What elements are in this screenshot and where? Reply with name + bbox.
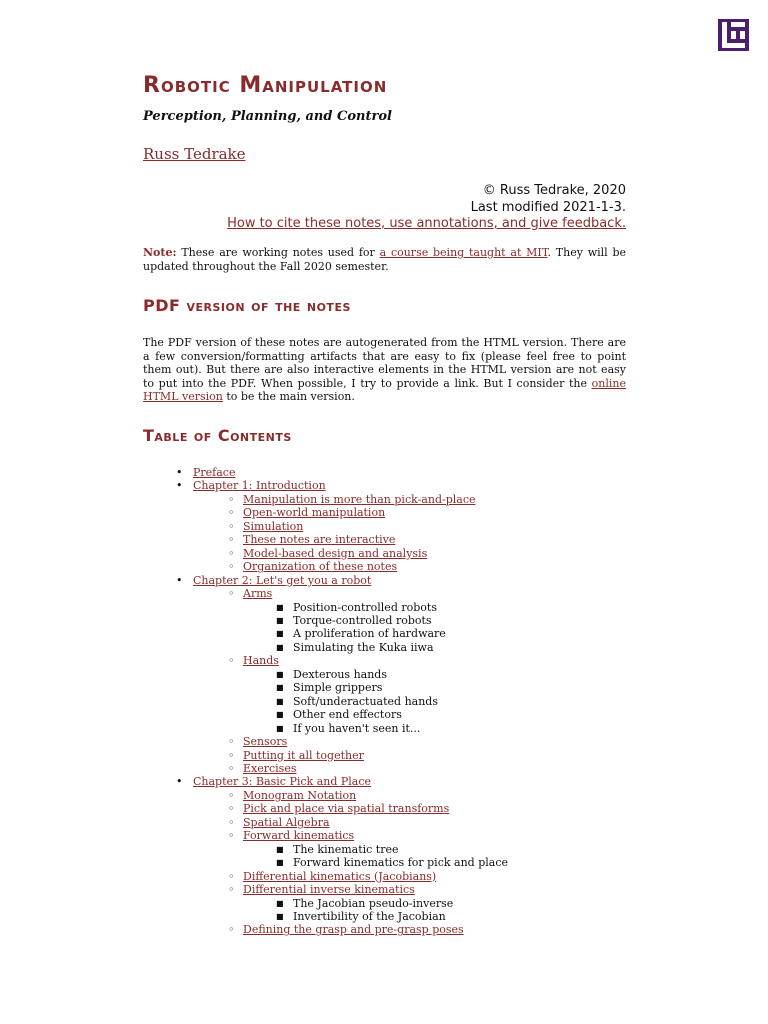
toc-link-arms[interactable]: Arms [243,587,273,601]
toc-link-simulation[interactable]: Simulation [243,519,304,533]
cite-link[interactable]: How to cite these notes, use annotations, and give feedback. [227,216,626,231]
copyright-block [227,183,626,233]
toc-section-item [193,883,626,923]
toc-link-differential-inverse-kinematics[interactable]: Differential inverse kinematics [243,883,415,897]
toc-link-chapter-3-basic-pick-and-place[interactable]: Chapter 3: Basic Pick and Place [193,775,372,789]
toc-subsection-item: ■ Forward kinematics for pick and place [243,856,626,869]
online-html-link[interactable]: online HTML version [143,376,626,403]
course-link[interactable]: a course being taught at MIT [379,246,548,259]
toc-subsection-item: ■ Other end effectors [243,708,626,721]
toc-link-differential-kinematics-jacobians[interactable]: Differential kinematics (Jacobians) [243,869,437,883]
toc-section-item [193,749,626,762]
toc-section-item [193,789,626,802]
toc-link-sensors[interactable]: Sensors [243,735,288,749]
toc-link-organization-of-these-notes[interactable]: Organization of these notes [243,560,398,574]
last-modified-text: Last modified 2021-1-3. [470,199,626,215]
toc-section-item [193,506,626,519]
toc-section-item [193,560,626,573]
pdf-section-heading: PDF version of the notes [143,296,351,315]
toc-section-list [193,493,626,574]
toc-chapter-item [143,479,626,573]
toc-link-forward-kinematics[interactable]: Forward kinematics [243,829,355,843]
toc-link-spatial-algebra[interactable]: Spatial Algebra [243,815,330,829]
toc-chapter-item [143,574,626,776]
pdf-text-before: The PDF version of these notes are autogenerated from the HTML version. There are a few conversion/formatting artifacts that are easy to fix (please feel free to point them out). But there are also interactive elements in the HTML version are not easy to put into the PDF. When possible, I try to provide a link. But I consider the [143,336,626,390]
toc-subsection-item: ■ Simple grippers [243,681,626,694]
toc-section-item [193,520,626,533]
toc-section-item [193,762,626,775]
toc-section-item [193,735,626,748]
toc-section-item [193,802,626,815]
toc-link-manipulation-is-more-than-pick-and-place[interactable]: Manipulation is more than pick-and-place [243,492,476,506]
book-subtitle: Perception, Planning, and Control [143,109,392,124]
toc-chapter-item [143,775,626,936]
toc-link-preface[interactable]: Preface [193,466,236,479]
toc-link-exercises[interactable]: Exercises [243,761,297,775]
toc-section-item [193,493,626,506]
toc-subsection-list [243,668,626,735]
toc-link-these-notes-are-interactive[interactable]: These notes are interactive [243,533,396,547]
toc-section-item [193,816,626,829]
toc-subsection-list [243,897,626,924]
toc-link-chapter-1-introduction[interactable]: Chapter 1: Introduction [193,479,326,493]
toc-section-item [193,533,626,546]
toc-section-item [193,587,626,654]
toc-subsection-item: ■ Soft/underactuated hands [243,695,626,708]
toc-link-pick-and-place-via-spatial-transforms[interactable]: Pick and place via spatial transforms [243,802,450,816]
toc-section-item [193,547,626,560]
table-of-contents [143,466,626,937]
toc-subsection-item: ■ Invertibility of the Jacobian [243,910,626,923]
toc-link-hands[interactable]: Hands [243,654,279,668]
toc-section-item [193,829,626,869]
toc-subsection-item: ■ The kinematic tree [243,843,626,856]
toc-subsection-list [243,601,626,655]
toc-section-item [193,654,626,735]
toc-section-item [193,923,626,936]
note-text-before: These are working notes used for [176,246,380,259]
pdf-paragraph [143,336,626,404]
toc-subsection-item: ■ Dexterous hands [243,668,626,681]
toc-section-item [193,870,626,883]
toc-link-putting-it-all-together[interactable]: Putting it all together [243,748,364,762]
toc-subsection-item: ■ The Jacobian pseudo-inverse [243,897,626,910]
toc-link-open-world-manipulation[interactable]: Open-world manipulation [243,506,386,520]
mit-logo-icon[interactable] [718,19,749,51]
toc-link-chapter-2-let-s-get-you-a-robot[interactable]: Chapter 2: Let's get you a robot [193,573,372,587]
toc-subsection-list [243,843,626,870]
toc-heading: Table of Contents [143,426,292,445]
author-link[interactable]: Russ Tedrake [143,145,246,163]
toc-link-defining-the-grasp-and-pre-grasp-poses[interactable]: Defining the grasp and pre-grasp poses [243,923,464,937]
toc-section-list [193,587,626,775]
toc-subsection-item: ■ Torque-controlled robots [243,614,626,627]
toc-list [143,466,626,937]
toc-subsection-item: ■ Simulating the Kuka iiwa [243,641,626,654]
copyright-text: © Russ Tedrake, 2020 [482,183,626,198]
toc-subsection-item: ■ A proliferation of hardware [243,627,626,640]
toc-subsection-item: ■ Position-controlled robots [243,601,626,614]
toc-link-monogram-notation[interactable]: Monogram Notation [243,788,357,802]
note-text-after: . They will be updated throughout the Fall 2020 semester. [143,246,627,273]
toc-section-list [193,789,626,937]
toc-subsection-item: ■ If you haven't seen it... [243,722,626,735]
toc-chapter-item [143,466,626,479]
note-label: Note: [143,246,177,259]
pdf-text-after: to be the main version. [222,390,355,403]
book-title: Robotic Manipulation [143,73,388,98]
note-paragraph [143,246,626,274]
toc-link-model-based-design-and-analysis[interactable]: Model-based design and analysis [243,546,428,560]
